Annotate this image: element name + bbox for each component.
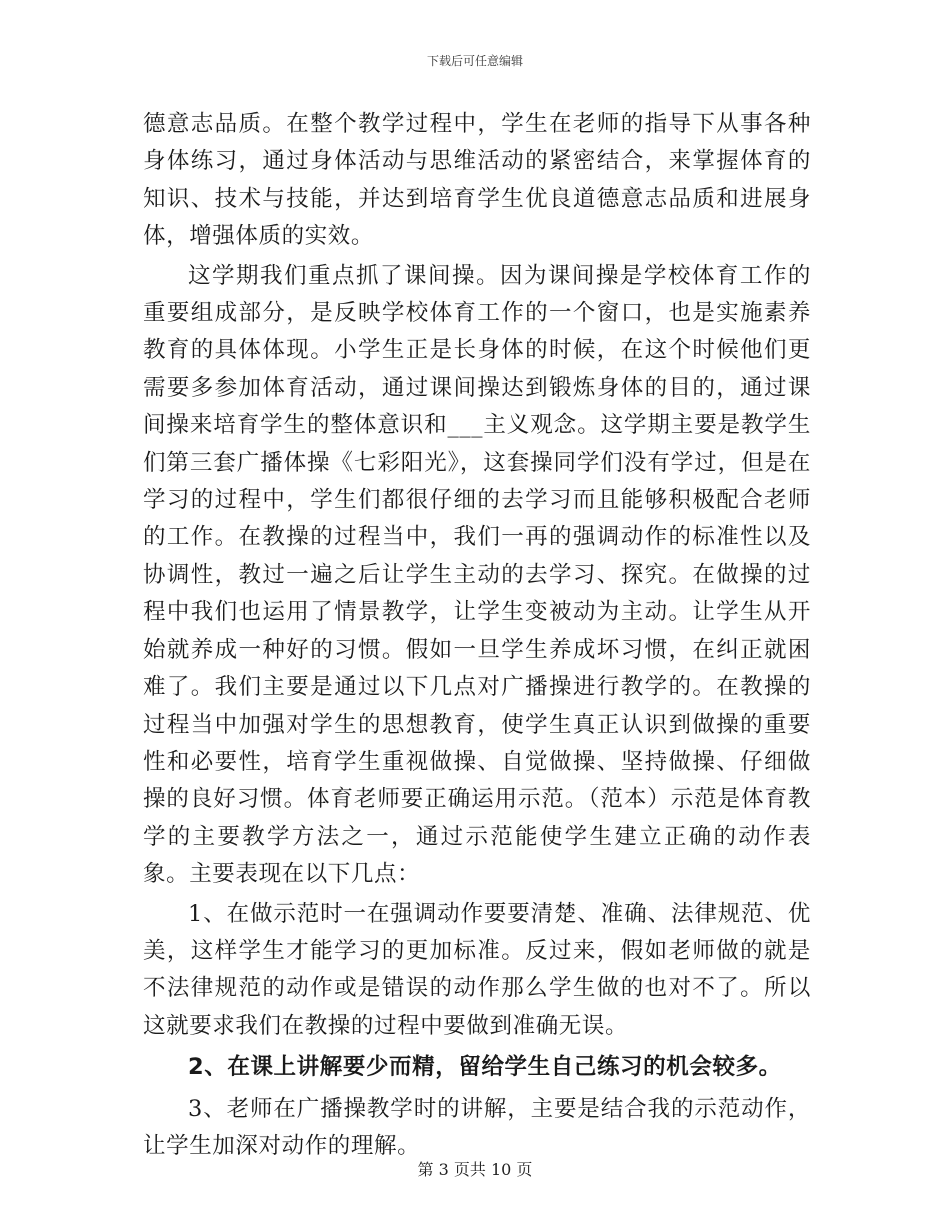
page-header: 下载后可任意编辑 — [426, 54, 523, 68]
paragraph-continuation: 德意志品质。在整个教学过程中，学生在老师的指导下从事各种身体练习，通过身体活动与思维活动的紧密结合，来掌握体育的知识、技术与技能，并达到培育学生优良道德意志品质和进展身体，增强体质的实效。 — [143, 111, 811, 250]
paragraph-point-1: 1、在做示范时一在强调动作要要清楚、准确、法律规范、优美，这样学生才能学习的更加标准。反过来，假如老师做的就是不法律规范的动作或是错误的动作那么学生做的也对不了。所以这就要求我们在教操的过程中要做到准确无误。 — [143, 900, 811, 1039]
document-body — [143, 106, 811, 1165]
paragraph-point-3: 3、老师在广播操教学时的讲解，主要是结合我的示范动作，让学生加深对动作的理解。 — [143, 1095, 811, 1159]
page-footer: 第 3 页共 10 页 — [417, 1160, 533, 1179]
paragraph-exercise: 这学期我们重点抓了课间操。因为课间操是学校体育工作的重要组成部分，是反映学校体育工作的一个窗口，也是实施素养教育的具体体现。小学生正是长身体的时候，在这个时候他们更需要多参加体育活动，通过课间操达到锻炼身体的目的，通过课间操来培育学生的整体意识和___主义观念。这学期主要是教学生们第三套广播体操《七彩阳光》，这套操同学们没有学过，但是在学习的过程中，学生们都很仔细的去学习而且能够积极配合老师的工作。在教操的过程当中，我们一再的强调动作的标准性以及协调性，教过一遍之后让学生主动的去学习、探究。在做操的过程中我们也运用了情景教学，让学生变被动为主动。让学生从开始就养成一种好的习惯。假如一旦学生养成坏习惯，在纠正就困难了。我们主要是通过以下几点对广播操进行教学的。在教操的过程当中加强对学生的思想教育，使学生真正认识到做操的重要性和必要性，培育学生重视做操、自觉做操、坚持做操、仔细做操的良好习惯。体育老师要正确运用示范。（范本）示范是体育教学的主要教学方法之一，通过示范能使学生建立正确的动作表象。主要表现在以下几点： — [143, 262, 811, 888]
paragraph-point-2: 2、在课上讲解要少而精，留给学生自己练习的机会较多。 — [188, 1054, 782, 1081]
